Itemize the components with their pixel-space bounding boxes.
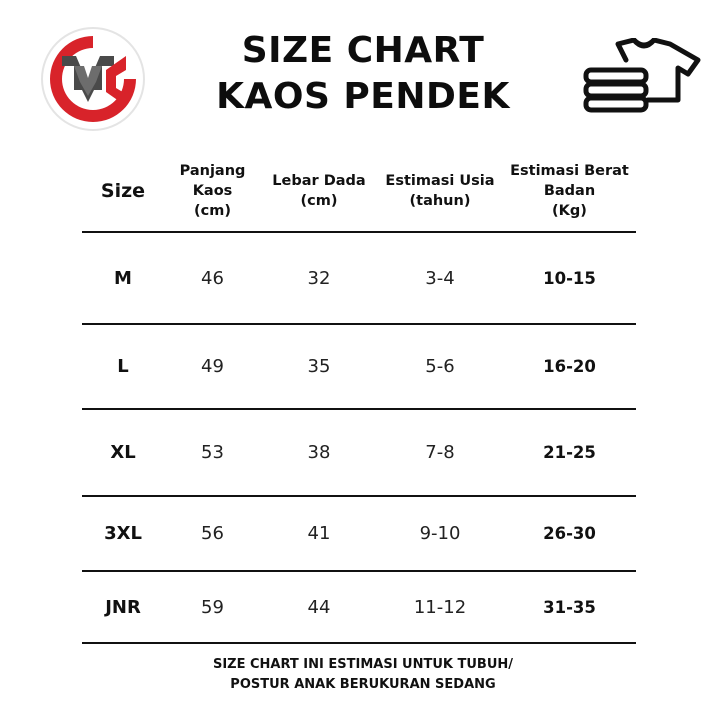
usia-cell: 9-10	[419, 523, 461, 544]
header-estimasi-berat: Estimasi Berat Badan (Kg)	[510, 162, 629, 219]
berat-cell: 21-25	[543, 443, 596, 462]
panjang-cell: 56	[201, 523, 224, 544]
size-chart-table	[82, 150, 636, 644]
table-row	[82, 323, 636, 408]
table-row	[82, 495, 636, 570]
size-cell: 3XL	[104, 523, 142, 544]
size-cell: L	[117, 356, 129, 377]
usia-cell: 5-6	[425, 356, 455, 377]
table-row	[82, 408, 636, 495]
usia-cell: 3-4	[425, 267, 455, 289]
berat-cell: 10-15	[543, 268, 596, 288]
page-title-line-1: SIZE CHART	[241, 30, 485, 71]
panjang-cell: 49	[201, 356, 224, 377]
table-row	[82, 570, 636, 642]
lebar-cell: 38	[307, 442, 331, 463]
panjang-cell: 59	[201, 596, 224, 618]
lebar-cell: 32	[307, 267, 331, 289]
page-title-line-2: KAOS PENDEK	[216, 76, 510, 117]
mc-logo-icon	[40, 26, 146, 132]
panjang-cell: 53	[201, 442, 224, 463]
table-header-row	[82, 150, 636, 231]
usia-cell: 7-8	[425, 442, 455, 463]
header-size: Size	[100, 179, 146, 202]
header-panjang-kaos: Panjang Kaos (cm)	[179, 162, 246, 219]
berat-cell: 26-30	[543, 524, 596, 543]
lebar-cell: 41	[307, 523, 331, 544]
usia-cell: 11-12	[413, 596, 467, 618]
footnote-line-1: SIZE CHART INI ESTIMASI UNTUK TUBUH/	[212, 657, 514, 672]
header-lebar-dada: Lebar Dada (cm)	[272, 172, 366, 209]
size-cell: XL	[110, 442, 136, 463]
footnote-line-2: POSTUR ANAK BERUKURAN SEDANG	[230, 677, 496, 692]
berat-cell: 16-20	[543, 357, 596, 376]
berat-cell: 31-35	[543, 597, 596, 617]
table-row	[82, 231, 636, 323]
folded-tshirt-icon	[582, 38, 704, 114]
footnote	[150, 655, 576, 695]
lebar-cell: 35	[307, 356, 331, 377]
table-bottom-rule	[82, 642, 636, 644]
size-cell: M	[114, 267, 132, 289]
lebar-cell: 44	[307, 596, 331, 618]
size-cell: JNR	[105, 596, 141, 618]
header-estimasi-usia: Estimasi Usia (tahun)	[385, 172, 495, 209]
panjang-cell: 46	[201, 267, 224, 289]
